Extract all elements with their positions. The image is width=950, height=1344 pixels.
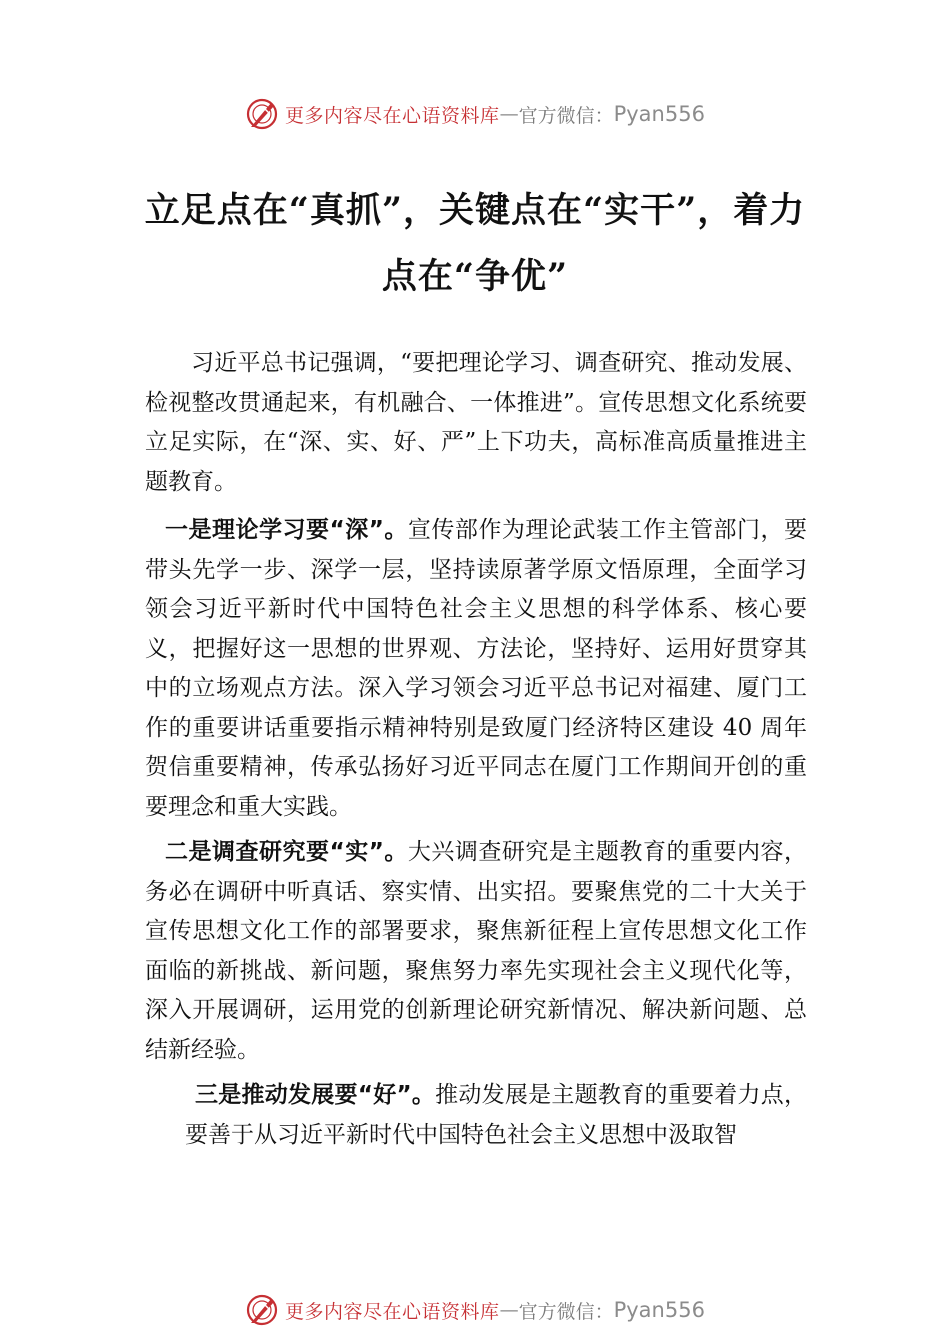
paragraph-development	[185, 1076, 807, 1155]
paragraph-body: 宣传部作为理论武装工作主管部门，要带头先学一步、深学一层，坚持读原著学原文悟原理，全面学习领会习近平新时代中国特色社会主义思想的科学体系、核心要义，把握好这一思想的世界观、方法论，坚持好、运用好贯穿其中的立场观点方法。深入学习领会习近平总书记对福建、厦门工作的重要讲话重要指示精神特别是致厦门经济特区建设 40 周年贺信重要精神，传承弘扬好习近平同志在厦门工作期间开创的重要理念和重大实践。	[145, 517, 808, 820]
paragraph-lead: 三是推动发展要“好”。	[195, 1082, 436, 1108]
quill-logo-icon	[245, 1293, 279, 1327]
paragraph-theory-study	[145, 511, 807, 827]
banner-wechat-id: Pyan556	[613, 102, 705, 126]
paragraph-research	[145, 833, 807, 1070]
paragraph-lead: 二是调查研究要“实”。	[165, 839, 408, 865]
banner-wechat-label: 官方微信：	[518, 1300, 614, 1323]
header-watermark-banner	[0, 92, 950, 136]
banner-text: 更多内容尽在心语资料库	[285, 1300, 500, 1323]
quill-logo-icon	[245, 97, 279, 131]
banner-wechat-id: Pyan556	[613, 1298, 705, 1322]
banner-dash: —	[499, 1299, 519, 1321]
paragraph-body: 推动发展是主题教育的重要着力点，要善于从习近平新时代中国特色社会主义思想中汲取智	[185, 1082, 808, 1148]
paragraph-lead: 一是理论学习要“深”。	[165, 517, 408, 543]
intro-paragraph: 习近平总书记强调，“要把理论学习、调查研究、推动发展、检视整改贯通起来，有机融合、一体推进”。宣传思想文化系统要立足实际，在“深、实、好、严”上下功夫，高标准高质量推进主题教育。	[145, 350, 807, 495]
document-title: 立足点在“真抓”，关键点在“实干”，着力点在“争优”	[144, 190, 806, 297]
paragraph-body: 大兴调查研究是主题教育的重要内容，务必在调研中听真话、察实情、出实招。要聚焦党的二十大关于宣传思想文化工作的部署要求，聚焦新征程上宣传思想文化工作面临的新挑战、新问题，聚焦努力率先实现社会主义现代化等，深入开展调研，运用党的创新理论研究新情况、解决新问题、总结新经验。	[145, 839, 808, 1063]
banner-dash: —	[499, 103, 519, 125]
footer-watermark-banner	[0, 1288, 950, 1332]
banner-wechat-label: 官方微信：	[518, 104, 614, 127]
banner-text: 更多内容尽在心语资料库	[285, 104, 500, 127]
